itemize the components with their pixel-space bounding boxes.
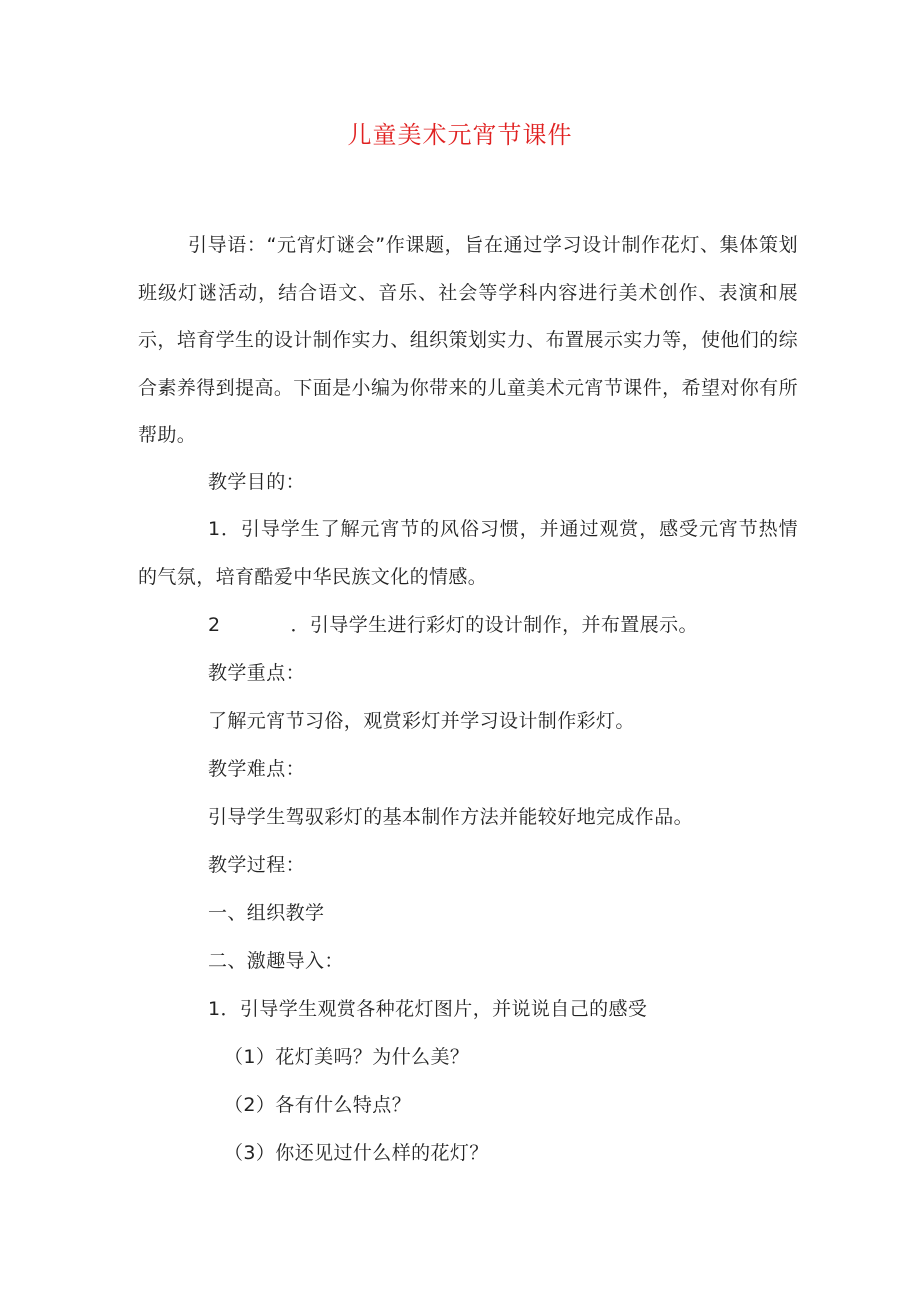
objective-1: 1．引导学生了解元宵节的风俗习惯，并通过观赏，感受元宵节热情的气氛，培育酷爱中华民族文化的情感。 — [138, 518, 798, 588]
difficulty-heading: 教学难点： — [208, 758, 306, 780]
question-3: （3）你还见过什么样的花灯？ — [224, 1142, 489, 1164]
step-2-item: 1．引导学生观赏各种花灯图片，并说说自己的感受 — [208, 998, 648, 1020]
objectives-heading: 教学目的： — [208, 471, 306, 493]
difficulty-text: 引导学生驾驭彩灯的基本制作方法并能较好地完成作品。 — [208, 806, 694, 828]
question-2: （2）各有什么特点？ — [224, 1094, 412, 1116]
document-title: 儿童美术元宵节课件 — [347, 121, 573, 149]
objective-2-number: 2 — [208, 614, 221, 636]
keypoint-text: 了解元宵节习俗，观赏彩灯并学习设计制作彩灯。 — [208, 710, 635, 732]
step-2: 二、激趣导入： — [208, 950, 344, 972]
step-1: 一、组织教学 — [208, 902, 325, 924]
objective-2-text: ．引导学生进行彩灯的设计制作，并布置展示。 — [290, 614, 698, 636]
keypoint-heading: 教学重点： — [208, 662, 306, 684]
question-1: （1）花灯美吗？为什么美？ — [224, 1046, 470, 1068]
objective-2 — [208, 611, 698, 639]
intro-paragraph: 引导语：“元宵灯谜会”作课题，旨在通过学习设计制作花灯、集体策划班级灯谜活动，结合语文、音乐、社会等学科内容进行美术创作、表演和展示，培育学生的设计制作实力、组织策划实力、布置展示实力等，使他们的综合素养得到提高。下面是小编为你带来的儿童美术元宵节课件，希望对你有所帮助。 — [138, 234, 798, 447]
process-heading: 教学过程： — [208, 854, 306, 876]
